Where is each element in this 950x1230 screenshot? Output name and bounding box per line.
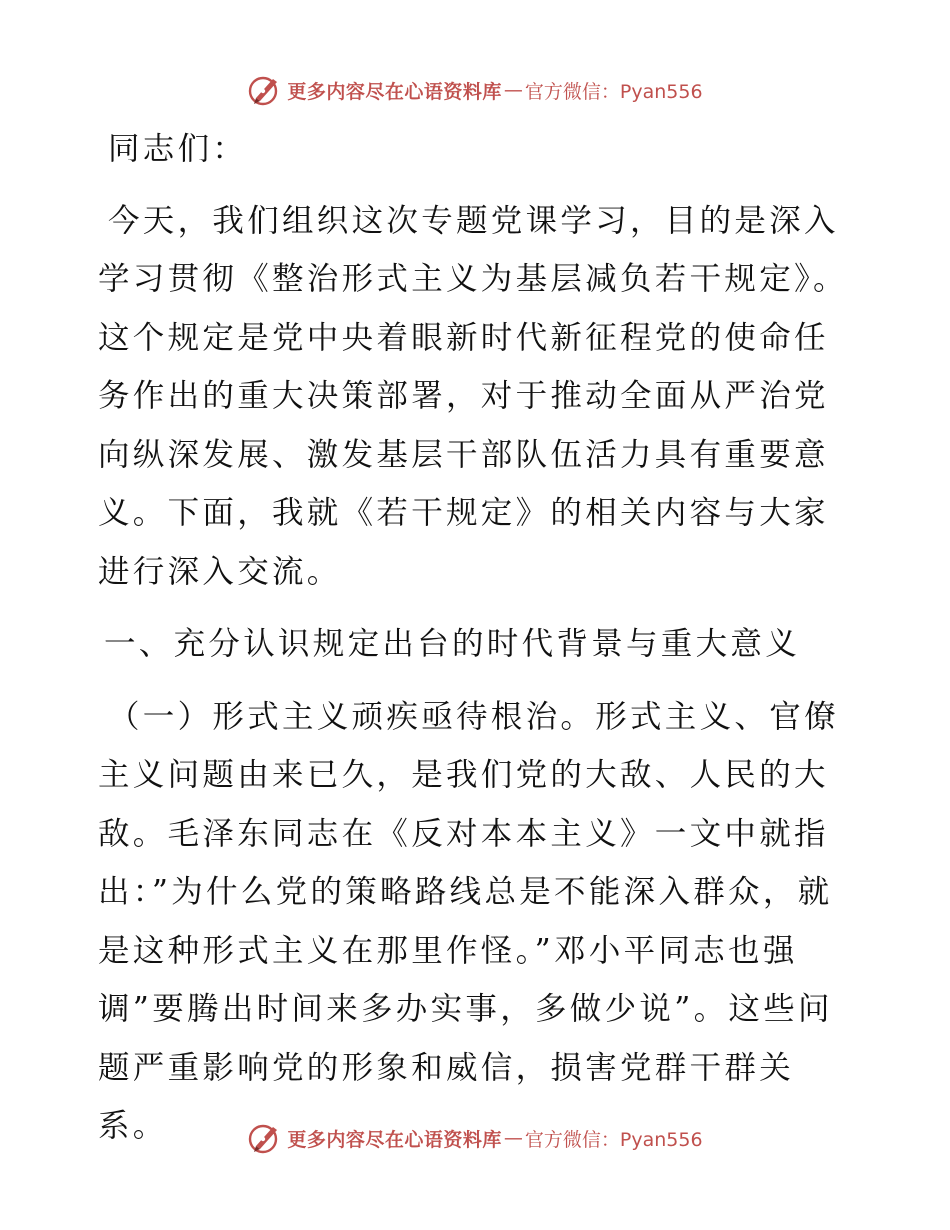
header-watermark [0, 70, 950, 110]
watermark-separator: — [503, 79, 523, 101]
watermark-separator: — [503, 1127, 523, 1149]
greeting: 同志们： [108, 131, 248, 167]
footer-watermark [0, 1118, 950, 1158]
watermark-wechat-text: 官方微信：Pyan556 [524, 80, 703, 103]
pen-logo-icon [247, 1121, 281, 1155]
watermark-site-text: 更多内容尽在心语资料库 [287, 1128, 502, 1151]
document-body [98, 120, 858, 1170]
pen-logo-icon [247, 73, 281, 107]
section-paragraph: （一）形式主义顽疾亟待根治。形式主义、官僚主义问题由来已久，是我们党的大敌、人民的大敌。毛泽东同志在《反对本本主义》一文中就指出：”为什么党的策略路线总是不能深入群众，就是这种形式主义在那里作怪。”邓小平同志也强调”要腾出时间来多办实事，多做少说”。这些问题严重影响党的形象和威信，损害党群干群关系。 [98, 698, 839, 1144]
watermark-wechat-text: 官方微信：Pyan556 [524, 1128, 703, 1151]
intro-paragraph: 今天，我们组织这次专题党课学习，目的是深入学习贯彻《整治形式主义为基层减负若干规定》。这个规定是党中央着眼新时代新征程党的使命任务作出的重大决策部署，对于推动全面从严治党向纵深发展、激发基层干部队伍活力具有重要意义。下面，我就《若干规定》的相关内容与大家进行深入交流。 [98, 202, 848, 590]
watermark-site-text: 更多内容尽在心语资料库 [287, 80, 502, 103]
section-heading: 一、充分认识规定出台的时代背景与重大意义 [104, 626, 801, 662]
